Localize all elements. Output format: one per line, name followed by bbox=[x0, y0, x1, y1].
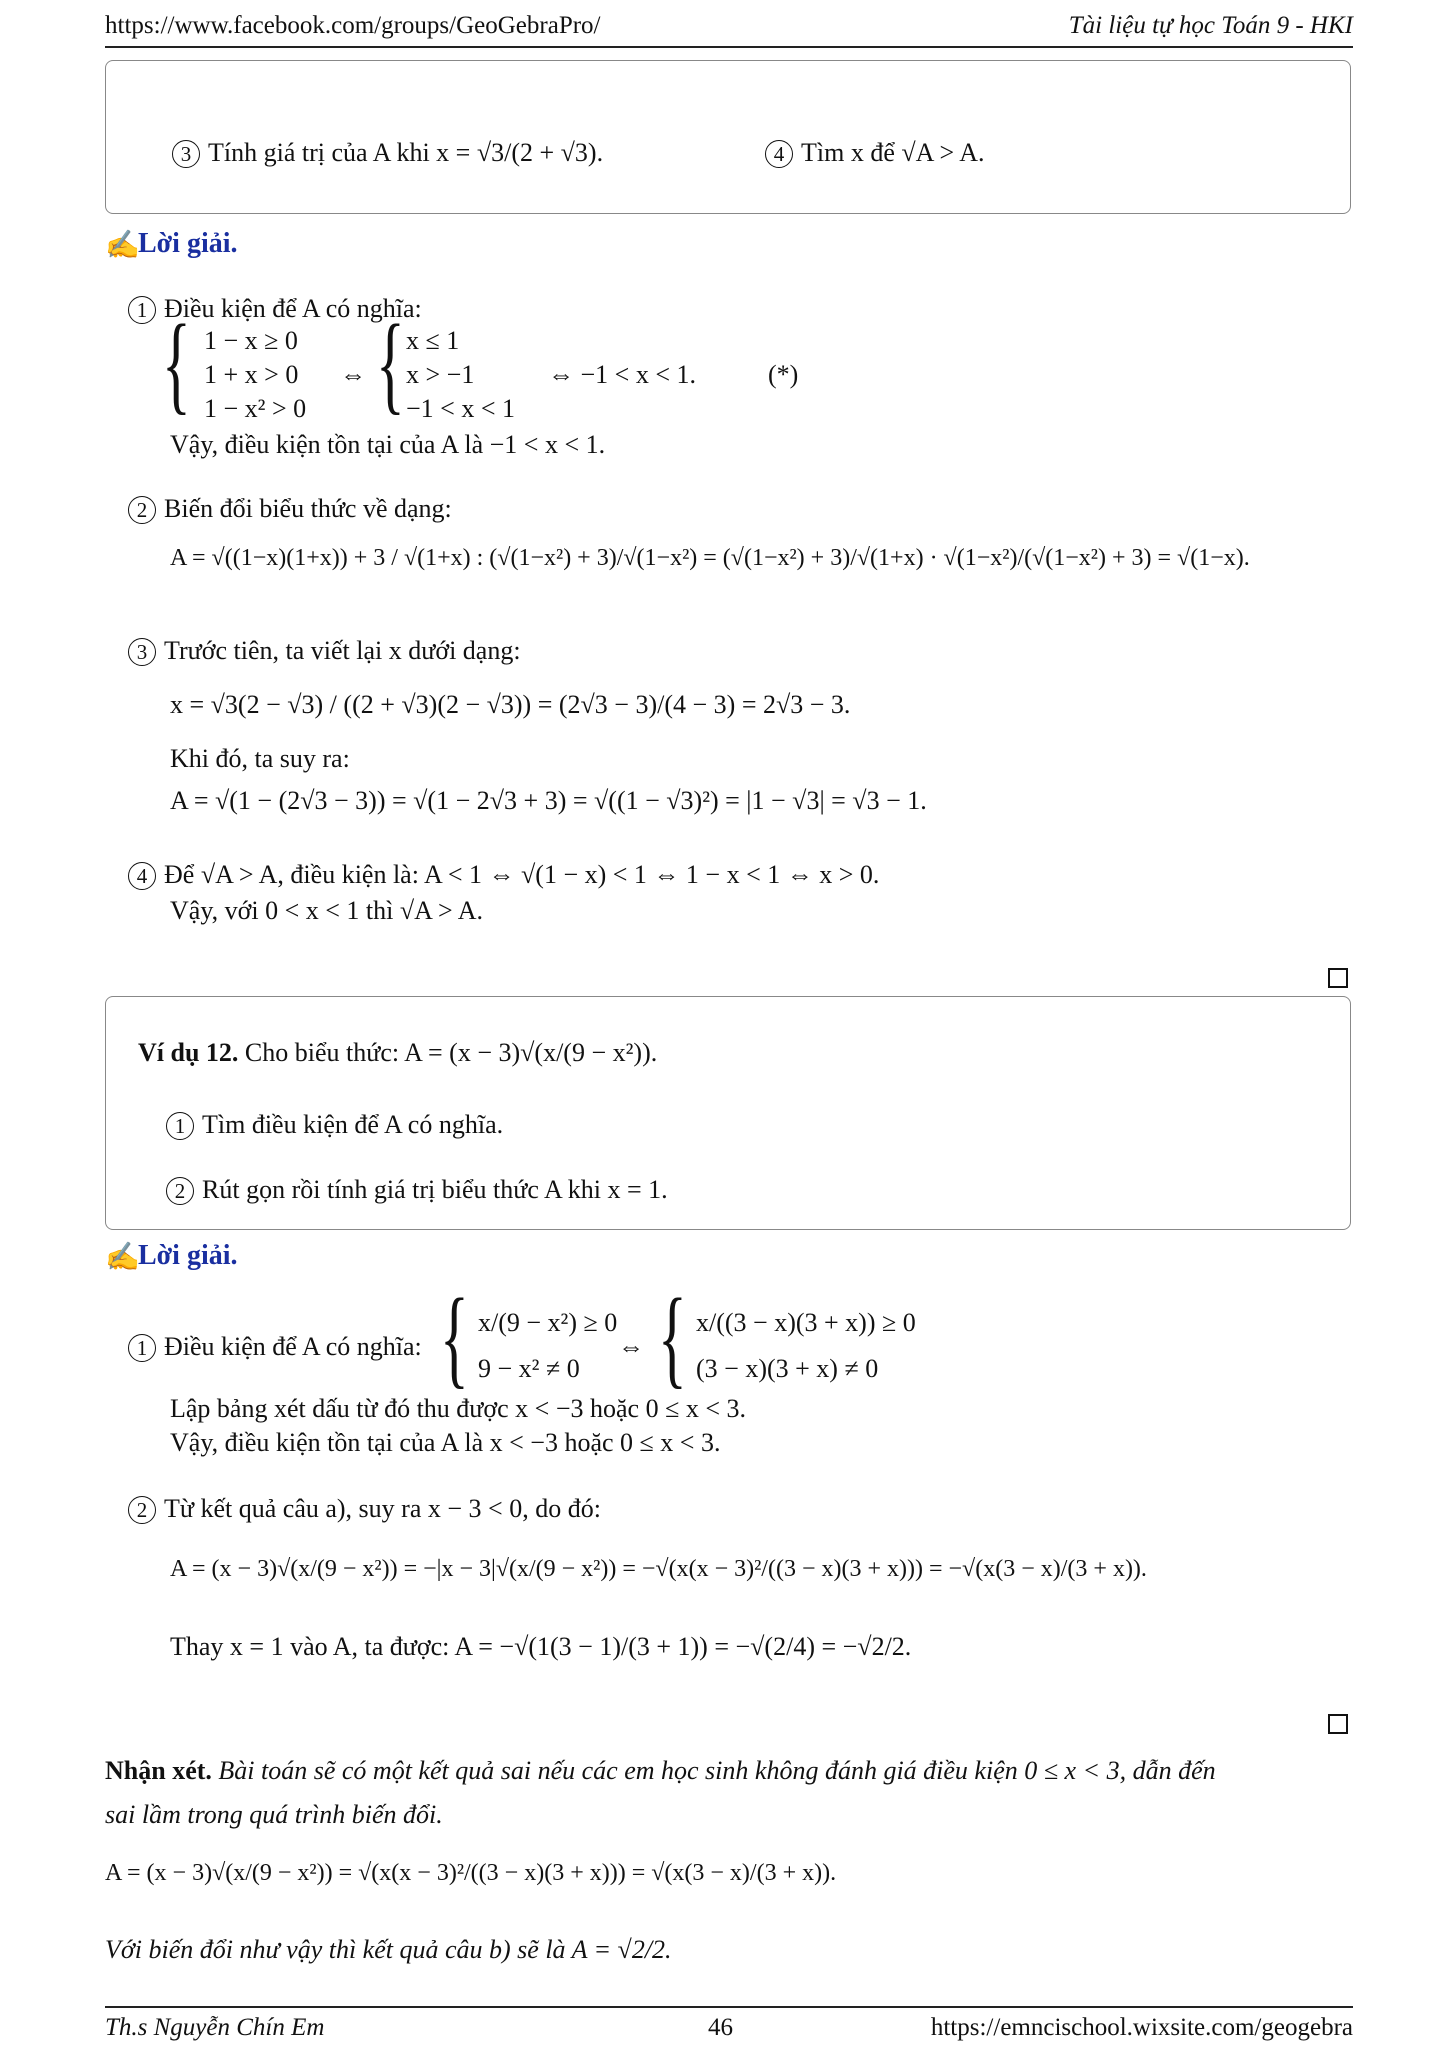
ex11-item-3: 3 Tính giá trị của A khi x = √3/(2 + √3). bbox=[172, 138, 603, 168]
sol1-part2-equation: A = √((1−x)(1+x)) + 3 / √(1+x) : (√(1−x²) + 3)/√(1−x²) = (√(1−x²) + 3)/√(1+x) · √(1−x²)/(√(1−x²) + 3) = √(1−x). bbox=[170, 545, 1250, 571]
circled-2-icon: 2 bbox=[128, 1496, 156, 1524]
ex12-item-1: 1 Tìm điều kiện để A có nghĩa. bbox=[166, 1110, 503, 1140]
sol1-part1-conclusion: Vậy, điều kiện tồn tại của A là −1 < x < 1. bbox=[170, 430, 606, 459]
equiv-arrow: ⇔ bbox=[618, 1332, 644, 1361]
sol1-part3-equation: x = √3(2 − √3) / ((2 + √3)(2 − √3)) = (2√3 − 3)/(4 − 3) = 2√3 − 3. bbox=[170, 690, 851, 719]
left-brace: { bbox=[439, 1276, 469, 1398]
solution-title: Lời giải. bbox=[138, 1240, 238, 1271]
remark-line-3: Với biến đổi như vậy thì kết quả câu b) sẽ là A = √2/2. bbox=[105, 1935, 672, 1964]
sys2-line-1: x ≤ 1 bbox=[406, 326, 460, 355]
left-brace: { bbox=[161, 302, 191, 424]
ex11-item-4: 4 Tìm x để √A > A. bbox=[765, 138, 985, 168]
sol1-part3-equation-2: A = √(1 − (2√3 − 3)) = √(1 − 2√3 + 3) = √((1 − √3)²) = |1 − √3| = √3 − 1. bbox=[170, 786, 927, 815]
circled-1-icon: 1 bbox=[128, 296, 156, 324]
ex12-stmt: Cho biểu thức: A = (x − 3)√(x/(9 − x²)). bbox=[244, 1038, 658, 1067]
sol2-part2-equation: A = (x − 3)√(x/(9 − x²)) = −|x − 3|√(x/(9 − x²)) = −√(x(x − 3)²/((3 − x)(3 + x))) = −√(x(3 − x)/(3 + x)). bbox=[170, 1556, 1147, 1582]
footer-page-number: 46 bbox=[708, 2014, 733, 2041]
sol2-part1-system bbox=[128, 1276, 948, 1402]
sys1-line-2: 9 − x² ≠ 0 bbox=[478, 1354, 580, 1383]
remark-text-1: Bài toán sẽ có một kết quả sai nếu các em học sinh không đánh giá điều kiện 0 ≤ x < 3, dẫn đến bbox=[218, 1756, 1216, 1785]
equiv-arrow: ⇔ bbox=[340, 360, 366, 389]
sys-result: ⇔ −1 < x < 1. bbox=[548, 360, 696, 389]
example-11-box bbox=[105, 60, 1351, 214]
sys1-line-1: x/(9 − x²) ≥ 0 bbox=[478, 1308, 618, 1337]
sol2-part1-line3: Vậy, điều kiện tồn tại của A là x < −3 hoặc 0 ≤ x < 3. bbox=[170, 1428, 721, 1457]
remark-equation: A = (x − 3)√(x/(9 − x²)) = √(x(x − 3)²/((3 − x)(3 + x))) = √(x(3 − x)/(3 + x)). bbox=[105, 1860, 837, 1886]
sol1-part3-mid: Khi đó, ta suy ra: bbox=[170, 744, 350, 773]
footer-right-link[interactable]: https://emncischool.wixsite.com/geogebra bbox=[930, 2014, 1353, 2041]
pencil-icon: ✍ bbox=[105, 1240, 140, 1273]
sol2-part1-head: 1 Điều kiện để A có nghĩa: bbox=[128, 1332, 422, 1362]
header-right-title: Tài liệu tự học Toán 9 - HKI bbox=[1068, 12, 1353, 39]
sys1-line-1: 1 − x ≥ 0 bbox=[204, 326, 298, 355]
ex12-item-2: 2 Rút gọn rồi tính giá trị biểu thức A khi x = 1. bbox=[166, 1175, 668, 1205]
ex12-label: Ví dụ 12. bbox=[138, 1038, 239, 1067]
left-brace: { bbox=[375, 302, 405, 424]
remark-label: Nhận xét. bbox=[105, 1756, 212, 1785]
sys2-line-3: −1 < x < 1 bbox=[406, 394, 515, 423]
sys2-line-1: x/((3 − x)(3 + x)) ≥ 0 bbox=[696, 1308, 916, 1337]
sol1-part1-head: 1 Điều kiện để A có nghĩa: bbox=[128, 294, 422, 324]
sys1-line-3: 1 − x² > 0 bbox=[204, 394, 307, 423]
sys1-line-2: 1 + x > 0 bbox=[204, 360, 299, 389]
header-left-link[interactable]: https://www.facebook.com/groups/GeoGebraPro/ bbox=[105, 12, 601, 39]
star-mark: (*) bbox=[768, 360, 799, 389]
qed-square-icon bbox=[1328, 1714, 1348, 1734]
sol2-part1-line2: Lập bảng xét dấu từ đó thu được x < −3 hoặc 0 ≤ x < 3. bbox=[170, 1394, 747, 1423]
remark-line-1 bbox=[105, 1756, 1216, 1786]
circled-1-icon: 1 bbox=[166, 1112, 194, 1140]
header-rule bbox=[105, 46, 1353, 48]
sys2-line-2: (3 − x)(3 + x) ≠ 0 bbox=[696, 1354, 879, 1383]
footer-author: Th.s Nguyễn Chín Em bbox=[105, 2014, 325, 2041]
circled-3-icon: 3 bbox=[172, 140, 200, 168]
circled-2-icon: 2 bbox=[128, 496, 156, 524]
pencil-icon: ✍ bbox=[105, 228, 140, 261]
remark-line-2: sai lầm trong quá trình biến đổi. bbox=[105, 1800, 443, 1829]
sol1-part4-line1: 4 Để √A > A, điều kiện là: A < 1 ⇔ √(1 − x) < 1 ⇔ 1 − x < 1 ⇔ x > 0. bbox=[128, 860, 879, 890]
circled-4-icon: 4 bbox=[128, 862, 156, 890]
sol1-part3-head: 3 Trước tiên, ta viết lại x dưới dạng: bbox=[128, 636, 521, 666]
qed-square-icon bbox=[1328, 968, 1348, 988]
footer-rule bbox=[105, 2006, 1353, 2008]
sys2-line-2: x > −1 bbox=[406, 360, 475, 389]
circled-3-icon: 3 bbox=[128, 638, 156, 666]
circled-1-icon: 1 bbox=[128, 1334, 156, 1362]
circled-4-icon: 4 bbox=[765, 140, 793, 168]
sol2-part2-substitution: Thay x = 1 vào A, ta được: A = −√(1(3 − 1)/(3 + 1)) = −√(2/4) = −√2/2. bbox=[170, 1632, 912, 1661]
circled-2-icon: 2 bbox=[166, 1177, 194, 1205]
solution-title: Lời giải. bbox=[138, 228, 238, 259]
ex12-statement bbox=[138, 1038, 657, 1068]
sol1-part4-line2: Vậy, với 0 < x < 1 thì √A > A. bbox=[170, 896, 483, 925]
sol1-part2-head: 2 Biến đổi biểu thức về dạng: bbox=[128, 494, 452, 524]
sol2-part2-head: 2 Từ kết quả câu a), suy ra x − 3 < 0, do đó: bbox=[128, 1494, 601, 1524]
left-brace: { bbox=[657, 1276, 687, 1398]
